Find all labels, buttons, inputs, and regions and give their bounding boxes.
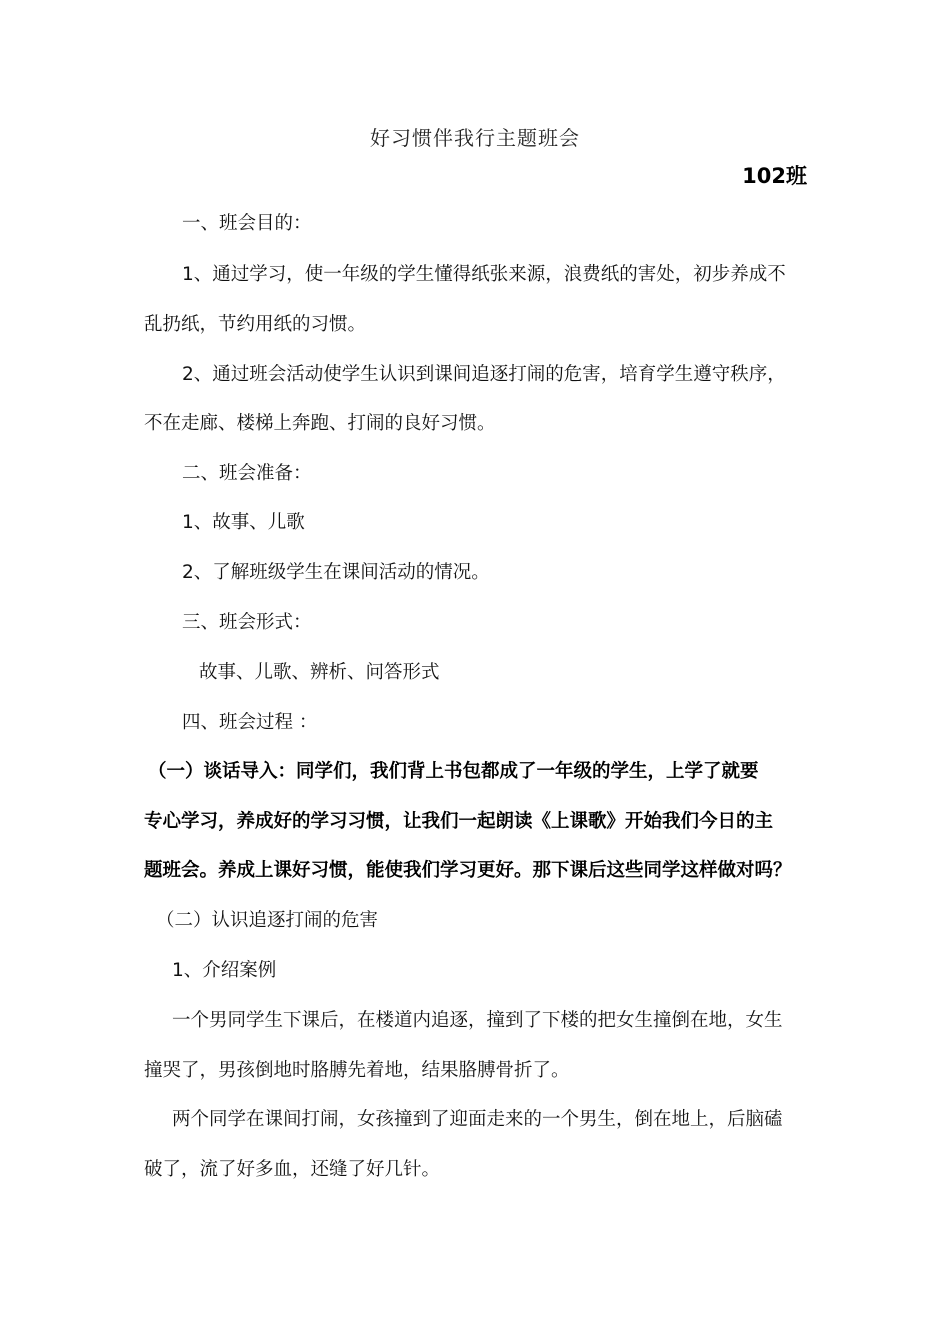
section-heading-process: 四、班会过程 ： bbox=[182, 712, 318, 733]
paragraph-line: 2、通过班会活动使学生认识到课间追逐打闹的危害，培育学生遵守秩序， bbox=[182, 364, 786, 385]
paragraph-line: 撞哭了，男孩倒地时胳膊先着地，结果胳膊骨折了。 bbox=[144, 1060, 570, 1081]
paragraph-line: 一个男同学生下课后，在楼道内追逐，撞到了下楼的把女生撞倒在地，女生 bbox=[172, 1010, 783, 1031]
paragraph-line: 破了，流了好多血，还缝了好几针。 bbox=[144, 1159, 441, 1180]
paragraph-line: 两个同学在课间打闹，女孩撞到了迎面走来的一个男生，倒在地上，后脑磕 bbox=[172, 1109, 783, 1130]
class-label: 102班 bbox=[742, 164, 807, 188]
subsection-heading: （二）认识追逐打闹的危害 bbox=[156, 910, 379, 931]
paragraph-line: 1、介绍案例 bbox=[172, 960, 277, 981]
bold-paragraph-line: 专心学习，养成好的学习习惯，让我们一起朗读《上课歌》开始我们今日的主 bbox=[144, 811, 774, 832]
paragraph-line: 1、故事、儿歌 bbox=[182, 512, 305, 533]
document-title: 好习惯伴我行主题班会 bbox=[370, 126, 580, 150]
section-heading-purpose: 一、班会目的： bbox=[182, 213, 312, 234]
paragraph-line: 乱扔纸，节约用纸的习惯。 bbox=[144, 314, 367, 335]
bold-paragraph-line: （一）谈话导入：同学们，我们背上书包都成了一年级的学生，上学了就要 bbox=[148, 761, 759, 782]
paragraph-line: 2、了解班级学生在课间活动的情况。 bbox=[182, 562, 490, 583]
paragraph-line: 故事、儿歌、辨析、问答形式 bbox=[199, 662, 440, 683]
paragraph-line: 不在走廊、楼梯上奔跑、打闹的良好习惯。 bbox=[144, 413, 496, 434]
section-heading-format: 三、班会形式： bbox=[182, 612, 312, 633]
paragraph-line: 1、通过学习，使一年级的学生懂得纸张来源，浪费纸的害处，初步养成不 bbox=[182, 264, 786, 285]
bold-paragraph-line: 题班会。养成上课好习惯，能使我们学习更好。那下课后这些同学这样做对吗？ bbox=[144, 860, 792, 881]
section-heading-preparation: 二、班会准备： bbox=[182, 463, 312, 484]
